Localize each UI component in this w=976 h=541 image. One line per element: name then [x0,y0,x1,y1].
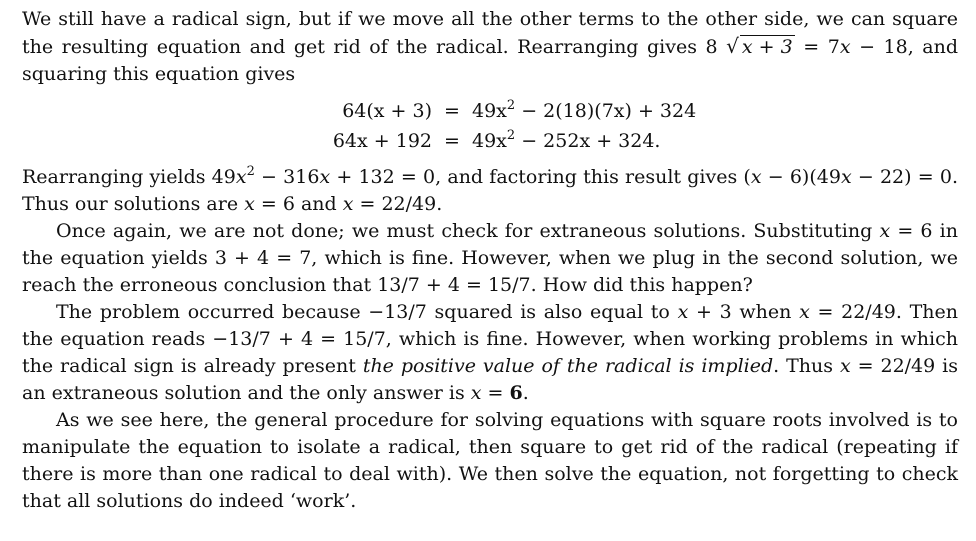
text-run: − 316 [254,166,320,188]
paragraph-4 [22,299,958,407]
text-run: As we see here, the general procedure for solving equations with square roots involved is to manipulate the equation to isolate a radical, then square to get rid of the radical (repeating if there is more than one radical to deal with). We then solve the equation, not forgetting to check that all solutions do indeed ‘work’. [22,409,958,512]
math-variable: x [677,301,689,323]
text-run: . Thus [773,355,840,377]
text-run: We still have a radical sign, but if we move all the other terms to the other side, we can square the resulting equation and get rid of the radical. Rearranging gives 8 [22,8,958,58]
text-run: 49x [472,100,507,122]
paragraph-5 [22,407,958,515]
math-variable: x [319,166,331,188]
text-run: The problem occurred because −13/7 squared is also equal to [56,301,678,323]
text-run: Once again, we are not done; we must check for extraneous solutions. Substituting [56,220,880,242]
equation-block [22,98,958,154]
text-run: + 132 = 0, and factoring this result gives ( [330,166,751,188]
math-variable: x [244,193,255,215]
superscript: 2 [506,98,516,113]
equation-1-rhs [472,98,958,124]
text-run: = 6 and [254,193,343,215]
equation-1-lhs: 64(x + 3) [342,100,432,122]
math-variable: x [750,166,762,188]
text-run: = 22/49 is an extraneous solution and the only answer is [22,355,959,404]
emphasized-text: the positive value of the radical is implied [362,355,774,377]
text-run: = [481,382,510,404]
text-run: 49x [472,130,507,152]
text-run: − 18, and squaring this equation gives [22,36,959,85]
math-variable: x [342,193,354,215]
equation-2-lhs: 64x + 192 [332,130,432,152]
superscript: 2 [246,164,255,179]
math-variable: x [470,382,482,404]
superscript: 2 [506,128,516,143]
text-run: = 22/49. Then the equation reads −13/7 + 4 = 15/7, which is fine. However, when working problems in which the radical sign is already present [22,301,958,377]
equation-1-relation: = [444,100,460,122]
math-variable: x [799,301,810,323]
equation-2-relation: = [444,130,460,152]
math-variable: x [840,166,852,188]
math-variable: x [235,166,247,188]
paragraph-1 [22,6,958,88]
radical-sign: √ [726,34,739,58]
text-run: . [522,382,529,404]
text-run: − 22) = 0. Thus our solutions are [22,166,958,215]
text-run: = 6 in the equation yields 3 + 4 = 7, which is fine. However, when we plug in the second solution, we reach the erroneous conclusion that 13/7 + 4 = 15/7. How did this happen? [22,220,958,296]
radicand: x + 3 [741,36,793,58]
math-variable: x [839,355,851,377]
text-run: Rearranging yields 49 [22,166,236,188]
text-run: − 2(18)(7x) + 324 [515,100,697,122]
paragraph-3 [22,218,958,299]
radical-expression [726,33,795,60]
text-run: = 22/49. [353,193,443,215]
text-run: − 6)(49 [761,166,841,188]
text-run: − 252x + 324. [515,130,661,152]
text-run: + 3 when [688,301,800,323]
math-variable: x [879,220,891,242]
math-variable: x [839,36,851,58]
final-answer: 6 [509,382,523,404]
equation-2-rhs [472,128,958,154]
text-run: = 7 [794,36,840,58]
paragraph-2 [22,164,958,218]
